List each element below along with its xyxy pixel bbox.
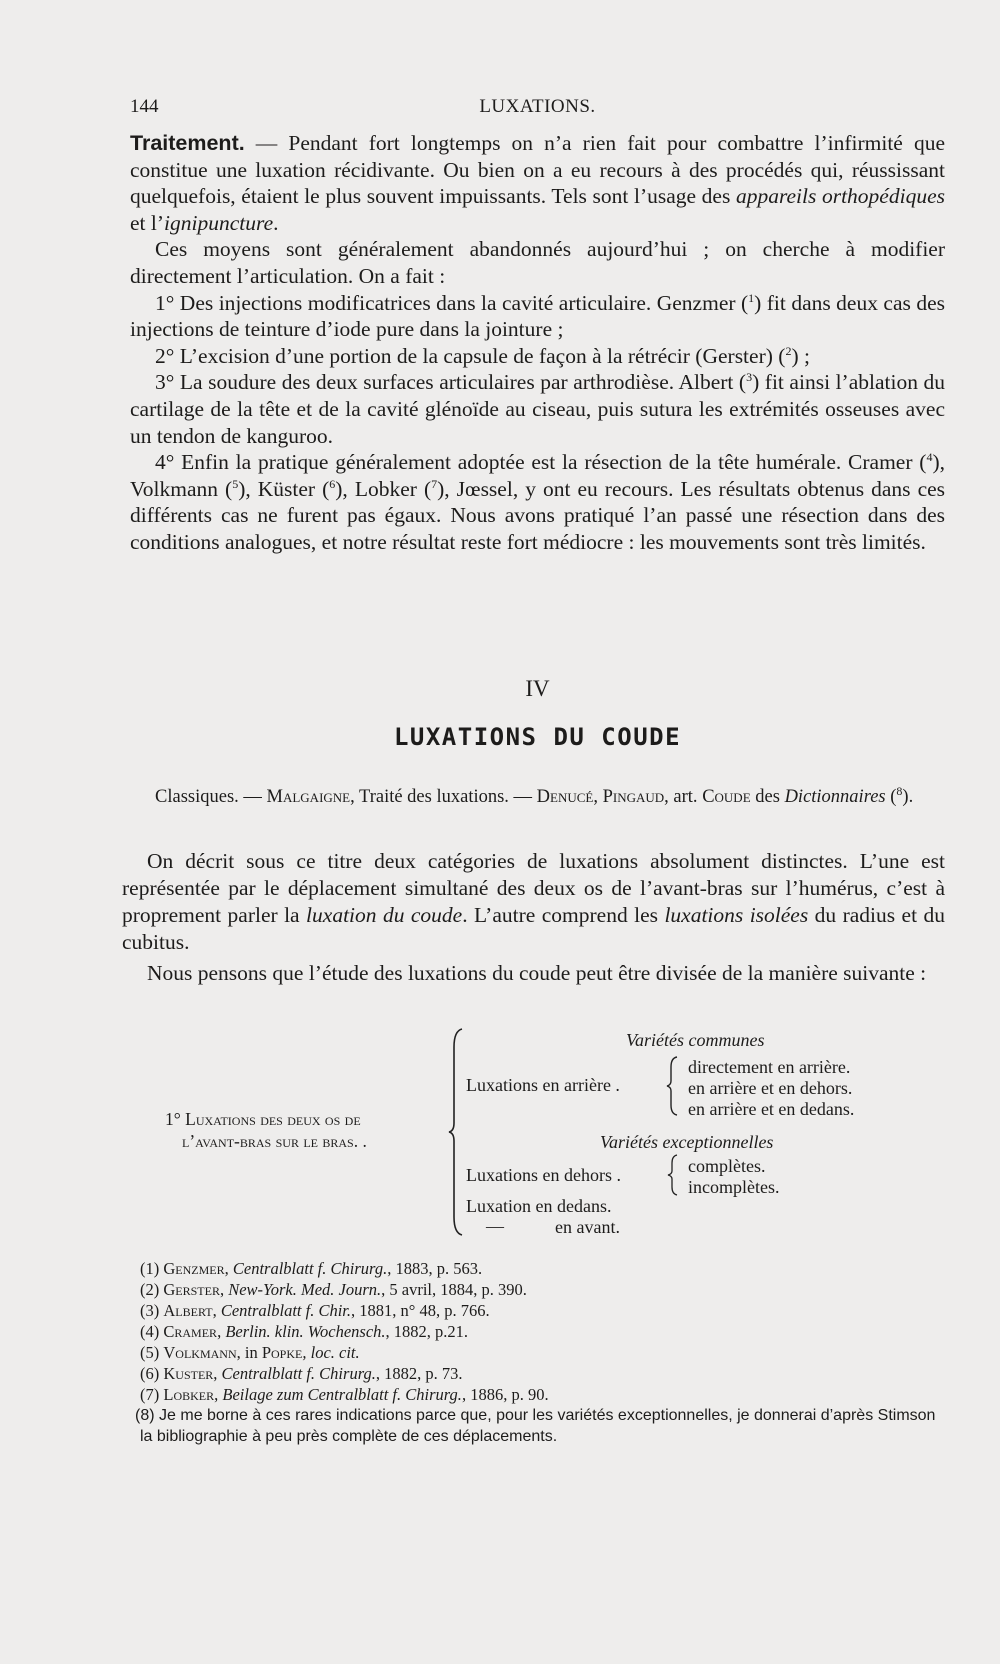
outward-luxations-label: Luxations en dehors . bbox=[466, 1165, 621, 1185]
page-number: 144 bbox=[130, 96, 159, 117]
footnotes bbox=[135, 1258, 945, 1447]
footnote-4: (4) Cramer, Berlin. klin. Wochensch., 1882, p.21. bbox=[140, 1322, 469, 1341]
outward-brace bbox=[667, 1153, 679, 1197]
intro-paragraph-2: Nous pensons que l’étude des luxations du coude peut être divisée de la manière suivante : bbox=[147, 961, 927, 985]
footnote-ref: 1 bbox=[748, 290, 755, 305]
forward-ditto-dash: — bbox=[486, 1216, 504, 1236]
backward-item-2: en arrière et en dehors. bbox=[688, 1078, 853, 1098]
footnote-1: (1) Genzmer, Centralblatt f. Chirurg., 1883, p. 563. bbox=[140, 1259, 483, 1278]
classiques-references: Classiques. — Malgaigne, Traité des luxations. — Denucé, Pingaud, art. Coude des Dictionnaires ($^8$). bbox=[155, 783, 914, 807]
footnote-3: (3) Albert, Centralblatt f. Chir., 1881, n° 48, p. 766. bbox=[140, 1301, 490, 1320]
section-title: LUXATIONS DU COUDE bbox=[393, 723, 682, 751]
footnote-ref: 5 bbox=[232, 476, 239, 491]
paragraph-excision: 2° L’excision d’une portion de la capsule de façon à la rétrécir (Gerster) ($^2$) ; bbox=[155, 343, 810, 368]
footnote-7: (7) Lobker, Beilage zum Centralblatt f. Chirurg., 1886, p. 90. bbox=[140, 1385, 549, 1404]
outward-item-1: complètes. bbox=[688, 1156, 766, 1176]
footnote-8: (8) Je me borne à ces rares indications parce que, pour les variétés exceptionnelles, je donnerai d’après Stimson la bibliographie à peu près complète de ces déplacements. bbox=[135, 1407, 936, 1445]
traitement-paragraph: Traitement. — Pendant fort longtemps on n’a rien fait pour combattre l’infirmité que constitue une luxation récidivante. Ou bien on a eu recours à des procédés qui, réussissant quelquefois, étaient le plus souvent impuissants. Tels sont l’usage des appareils orthopédiques et l’ignipuncture. bbox=[130, 131, 945, 235]
paragraph-moyens: Ces moyens sont généralement abandonnés aujourd’hui ; on cherche à modifier directement l’articulation. On a fait : bbox=[130, 237, 945, 288]
footnote-5: (5) Volkmann, in Popke, loc. cit. bbox=[140, 1343, 360, 1362]
footnote-ref: 6 bbox=[329, 476, 336, 491]
footnote-ref: 7 bbox=[431, 476, 438, 491]
paragraph-soudure: 3° La soudure des deux surfaces articulaires par arthrodièse. Albert ($^3$) fit ainsi l’ablation du cartilage de la tête et de la cavité glénoïde au ciseau, puis sutura les extrémités osseuses avec un tendon de kanguroo. bbox=[130, 370, 946, 448]
running-header bbox=[130, 96, 945, 124]
footnote-ref: 4 bbox=[926, 449, 933, 464]
category-label-line1: 1° Luxations des deux os de bbox=[165, 1109, 361, 1129]
section-number: IV bbox=[525, 676, 550, 701]
footnote-ref: 2 bbox=[785, 343, 792, 358]
category-label-line2: l’avant-bras sur le bras. . bbox=[182, 1131, 367, 1151]
backward-item-1: directement en arrière. bbox=[688, 1057, 851, 1077]
forward-luxation-label: en avant. bbox=[555, 1217, 620, 1237]
traitement-section bbox=[130, 130, 945, 556]
backward-luxations-label: Luxations en arrière . bbox=[466, 1075, 620, 1095]
paragraph-resection: 4° Enfin la pratique généralement adoptée est la résection de la tête humérale. Cramer ($^4$), Volkmann ($^5$), Küster ($^6$), Lobker ($^7$), Jœssel, y ont eu recours. Les résultats obtenus dans ces différents cas ne furent pas égaux. Nous avons pratiqué l’an passé une résection dans des conditions analogues, et notre résultat reste fort médiocre : les mouvements sont très limités. bbox=[130, 449, 946, 554]
backward-brace bbox=[666, 1055, 680, 1117]
footnote-6: (6) Kuster, Centralblatt f. Chirurg., 1882, p. 73. bbox=[140, 1364, 463, 1383]
intro-paragraph-1: On décrit sous ce titre deux catégories de luxations absolument distinctes. L’une est représentée par le déplacement simultané des deux os de l’avant-bras sur l’humérus, c’est à proprement parler la luxation du coude. L’autre comprend les luxations isolées du radius et du cubitus. bbox=[122, 849, 945, 954]
exceptional-varieties-heading: Variétés exceptionnelles bbox=[600, 1132, 774, 1152]
classification-table bbox=[0, 1025, 1000, 1240]
paragraph-injections: 1° Des injections modificatrices dans la cavité articulaire. Genzmer ($^1$) fit dans deux cas des injections de teinture d’iode pure dans la jointure ; bbox=[130, 290, 945, 342]
coude-introduction bbox=[122, 848, 945, 987]
inward-luxation-label: Luxation en dedans. bbox=[466, 1196, 612, 1216]
outward-item-2: incomplètes. bbox=[688, 1177, 780, 1197]
footnote-ref: 3 bbox=[746, 370, 753, 385]
common-varieties-heading: Variétés communes bbox=[626, 1030, 765, 1050]
traitement-heading: Traitement. bbox=[130, 131, 245, 155]
footnote-2: (2) Gerster, New-York. Med. Journ., 5 avril, 1884, p. 390. bbox=[140, 1280, 527, 1299]
running-title: LUXATIONS. bbox=[479, 96, 596, 117]
main-brace bbox=[448, 1027, 468, 1237]
backward-item-3: en arrière et en dedans. bbox=[688, 1099, 855, 1119]
